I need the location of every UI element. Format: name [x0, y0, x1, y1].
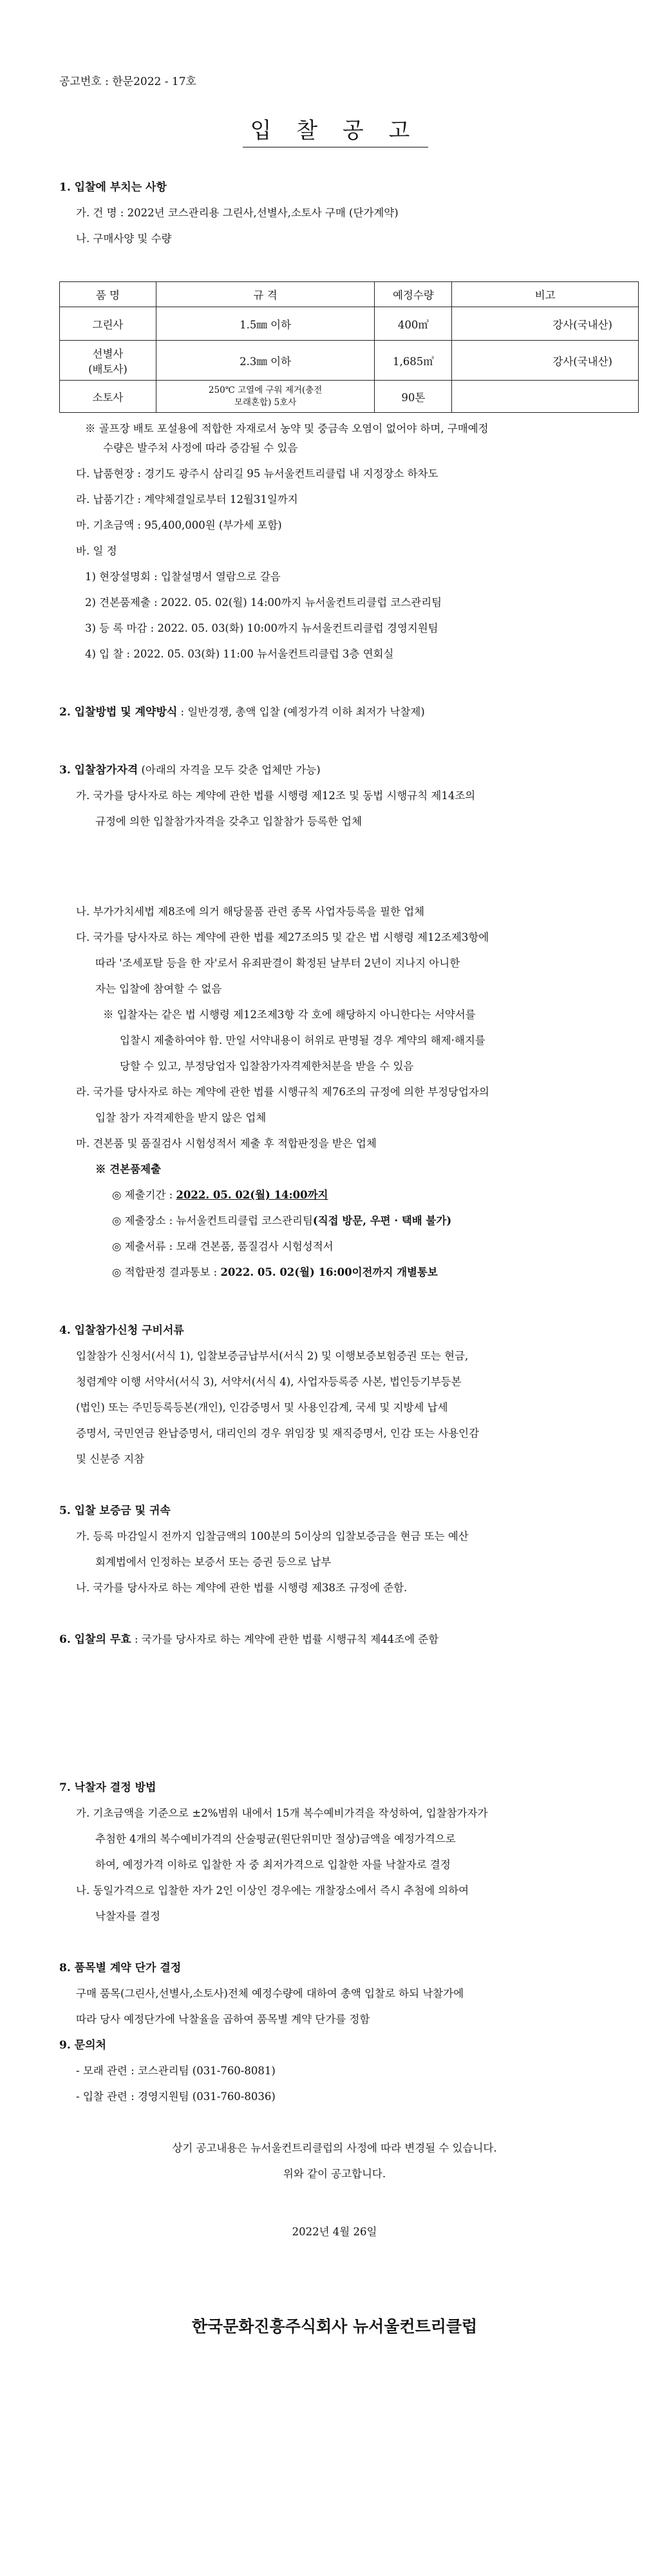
sample-result-label: ◎ 적합판정 결과통보 : [112, 1266, 221, 1278]
section-1-heading: 1. 입찰에 부치는 사항 [59, 181, 167, 194]
sample-period-label: ◎ 제출기간 : [112, 1189, 176, 1201]
s7-item-na-cont: 낙찰자를 결정 [95, 1910, 160, 1922]
s8-line: 구매 품목(그린사,선별사,소토사)전체 예정수량에 대하여 총액 입찰로 하되 낙찰가에 [76, 1987, 464, 2000]
s5-item-ga-cont: 회계법에서 인정하는 보증서 또는 증권 등으로 납부 [95, 1556, 332, 1568]
s3-item-da-cont: 따라 '조세포탈 등을 한 자'로서 유죄판결이 확정된 날부터 2년이 지나지 아니한 [95, 957, 460, 969]
organization-name: 한국문화진흥주식회사 뉴서울컨트리클럽 [191, 2317, 478, 2336]
schedule-item: 3) 등 록 마감 : 2022. 05. 03(화) 10:00까지 뉴서울컨트리클럽 경영지원팀 [85, 622, 438, 634]
s3-note-line: 입찰시 제출하여야 함. 만일 서약내용이 허위로 판명될 경우 계약의 해제·해지를 [120, 1034, 485, 1046]
s4-line: 청렴계약 이행 서약서(서식 3), 서약서(서식 4), 사업자등록증 사본, 법인등기부등본 [76, 1376, 462, 1388]
notice-number: 공고번호 : 한문2022 - 17호 [59, 75, 196, 88]
table-header-cell: 예정수량 [375, 282, 452, 307]
item-note-cell [452, 381, 639, 413]
s7-item-ga-cont: 추첨한 4개의 복수예비가격의 산술평균(원단위미만 절상)금액을 예정가격으로 [95, 1833, 456, 1845]
s3-item-da-cont: 자는 입찰에 참여할 수 없음 [95, 983, 222, 995]
section-6-heading: 6. 입찰의 무효 [59, 1633, 131, 1646]
table-header-row [60, 282, 639, 307]
table-row [60, 307, 639, 341]
table-header-cell: 규 격 [156, 282, 375, 307]
item-spec-line: 250℃ 고열에 구워 제거(충전 [208, 384, 323, 395]
s7-item-ga-cont: 하여, 예정가격 이하로 입찰한 자 중 최저가격으로 입찰한 자를 낙찰자로 결정 [95, 1859, 451, 1871]
item-qty-cell: 90톤 [375, 381, 452, 413]
section-6 [59, 1631, 639, 1648]
item-name-cell [60, 341, 156, 381]
s1-item-ba: 바. 일 정 [76, 545, 117, 557]
section-9-heading: 9. 문의처 [59, 2039, 106, 2052]
section-3-heading-note: (아래의 자격을 모두 갖춘 업체만 가능) [138, 764, 321, 776]
s3-note-line: ※ 입찰자는 같은 법 시행령 제12조제3항 각 호에 해당하지 아니한다는 서약서를 [103, 1009, 476, 1021]
item-name-cell: 그린사 [60, 307, 156, 341]
section-5-heading: 5. 입찰 보증금 및 귀속 [59, 1504, 171, 1517]
table-row [60, 341, 639, 381]
s7-item-na: 나. 동일가격으로 입찰한 자가 2인 이상인 경우에는 개찰장소에서 즉시 추첨에 의하여 [76, 1884, 469, 1897]
page-title: 입 찰 공 고 [250, 118, 419, 144]
s1-item-ga: 가. 건 명 : 2022년 코스관리용 그린사,선별사,소토사 구매 (단가계약) [76, 207, 399, 219]
s1-note-line: ※ 골프장 배토 포설용에 적합한 자재로서 농약 및 중금속 오염이 없어야 하며, 구매예정 [85, 422, 489, 435]
item-name-cell: 소토사 [60, 381, 156, 413]
item-note-cell: 강사(국내산) [452, 307, 639, 341]
s1-note-line: 수량은 발주처 사정에 따라 증감될 수 있음 [103, 442, 298, 454]
s1-item-ma: 마. 기초금액 : 95,400,000원 (부가세 포함) [76, 519, 282, 531]
schedule-item: 2) 견본품제출 : 2022. 05. 02(월) 14:00까지 뉴서울컨트리클럽 코스관리팀 [85, 596, 442, 609]
s1-item-da: 다. 납품현장 : 경기도 광주시 삼리길 95 뉴서울컨트리클럽 내 지정장소 하차도 [76, 468, 438, 480]
s3-item-ma: 마. 견본품 및 품질검사 시험성적서 제출 후 적합판정을 받은 업체 [76, 1137, 377, 1150]
contact-sand: - 모래 관련 : 코스관리팀 (031-760-8081) [76, 2065, 276, 2077]
closing-line: 위와 같이 공고합니다. [283, 2168, 386, 2180]
section-2-heading: 2. 입찰방법 및 계약방식 [59, 706, 178, 719]
s3-item-da: 다. 국가를 당사자로 하는 계약에 관한 법률 제27조의5 및 같은 법 시행령 제12조제3항에 [76, 931, 489, 943]
s1-item-ra: 라. 납품기간 : 계약체결일로부터 12월31일까지 [76, 493, 298, 506]
s3-item-ga: 가. 국가를 당사자로 하는 계약에 관한 법률 시행령 제12조 및 동법 시행규칙 제14조의 [76, 790, 476, 802]
table-header-cell: 품 명 [60, 282, 156, 307]
item-qty-cell: 400㎥ [375, 307, 452, 341]
sample-docs: ◎ 제출서류 : 모래 견본품, 품질검사 시험성적서 [112, 1240, 334, 1253]
section-4-heading: 4. 입찰참가신청 구비서류 [59, 1324, 184, 1337]
item-spec-line: 모래혼합) 5호사 [234, 397, 297, 408]
s4-line: 입찰참가 신청서(서식 1), 입찰보증금납부서(서식 2) 및 이행보증보험증권 또는 현금, [76, 1350, 469, 1362]
sample-period [112, 1187, 669, 1204]
s3-item-ga-cont: 규정에 의한 입찰참가자격을 갖추고 입찰참가 등록한 업체 [95, 815, 363, 828]
item-qty-cell: 1,685㎥ [375, 341, 452, 381]
table-row [60, 381, 639, 413]
sample-place [112, 1213, 669, 1229]
s3-item-ra-cont: 입찰 참가 자격제한을 받지 않은 업체 [95, 1112, 267, 1124]
item-name-line: (배토사) [88, 363, 127, 375]
sample-result [112, 1264, 669, 1281]
item-name-line: 선별사 [92, 347, 124, 360]
item-spec-cell [156, 381, 375, 413]
sample-place-bold: (직접 방문, 우편 · 택배 불가) [312, 1215, 452, 1227]
s1-item-na: 나. 구매사양 및 수량 [76, 232, 172, 245]
s7-item-ga: 가. 기초금액을 기준으로 ±2%범위 내에서 15개 복수예비가격을 작성하여, 입찰참가자가 [76, 1807, 488, 1819]
section-2 [59, 704, 639, 721]
s8-line: 따라 당사 예정단가에 낙찰율을 곱하여 품목별 계약 단가를 정함 [76, 2013, 370, 2025]
item-note-cell: 강사(국내산) [452, 341, 639, 381]
s4-line: 및 신분증 지참 [76, 1453, 145, 1465]
s5-item-ga: 가. 등록 마감일시 전까지 입찰금액의 100분의 5이상의 입찰보증금을 현금 또는 예산 [76, 1530, 469, 1542]
s3-item-na: 나. 부가가치세법 제8조에 의거 해당물품 관련 종목 사업자등록을 필한 업체 [76, 905, 425, 918]
contact-bid: - 입찰 관련 : 경영지원팀 (031-760-8036) [76, 2090, 276, 2103]
section-7-heading: 7. 낙찰자 결정 방법 [59, 1781, 156, 1794]
sample-place-label: ◎ 제출장소 : 뉴서울컨트리클럽 코스관리팀 [112, 1215, 313, 1227]
section-6-text: : 국가를 당사자로 하는 계약에 관한 법률 시행규칙 제44조에 준함 [131, 1633, 439, 1645]
section-3-heading: 3. 입찰참가자격 [59, 764, 138, 777]
section-2-text: : 일반경쟁, 총액 입찰 (예정가격 이하 최저가 낙찰제) [177, 706, 425, 718]
sample-submission-heading: ※ 견본품제출 [95, 1163, 161, 1175]
schedule-item: 1) 현장설명회 : 입찰설명서 열람으로 갈음 [85, 571, 281, 583]
closing-line: 상기 공고내용은 뉴서울컨트리클럽의 사정에 따라 변경될 수 있습니다. [172, 2142, 497, 2154]
s3-item-ra: 라. 국가를 당사자로 하는 계약에 관한 법률 시행규칙 제76조의 규정에 의한 부정당업자의 [76, 1086, 489, 1098]
s5-item-na: 나. 국가를 당사자로 하는 계약에 관한 법률 시행령 제38조 규정에 준함. [76, 1582, 408, 1594]
s4-line: 증명서, 국민연금 완납증명서, 대리인의 경우 위임장 및 재직증명서, 인감 또는 사용인감 [76, 1427, 480, 1439]
schedule-item: 4) 입 찰 : 2022. 05. 03(화) 11:00 뉴서울컨트리클럽 3층 연회실 [85, 648, 394, 660]
notice-date: 2022년 4월 26일 [292, 2226, 377, 2238]
item-spec-cell: 1.5㎜ 이하 [156, 307, 375, 341]
purchase-spec-table [59, 281, 639, 413]
table-header-cell: 비고 [452, 282, 639, 307]
sample-result-value: 2022. 05. 02(월) 16:00이전까지 개별통보 [220, 1266, 438, 1278]
s4-line: (법인) 또는 주민등록등본(개인), 인감증명서 및 사용인감계, 국세 및 지방세 납세 [76, 1401, 448, 1414]
section-3 [59, 762, 639, 779]
item-spec-cell: 2.3㎜ 이하 [156, 341, 375, 381]
sample-period-value: 2022. 05. 02(월) 14:00까지 [176, 1189, 328, 1201]
section-8-heading: 8. 품목별 계약 단가 결정 [59, 1962, 182, 1975]
s3-note-line: 당할 수 있고, 부정당업자 입찰참가자격제한처분을 받을 수 있음 [120, 1060, 414, 1072]
